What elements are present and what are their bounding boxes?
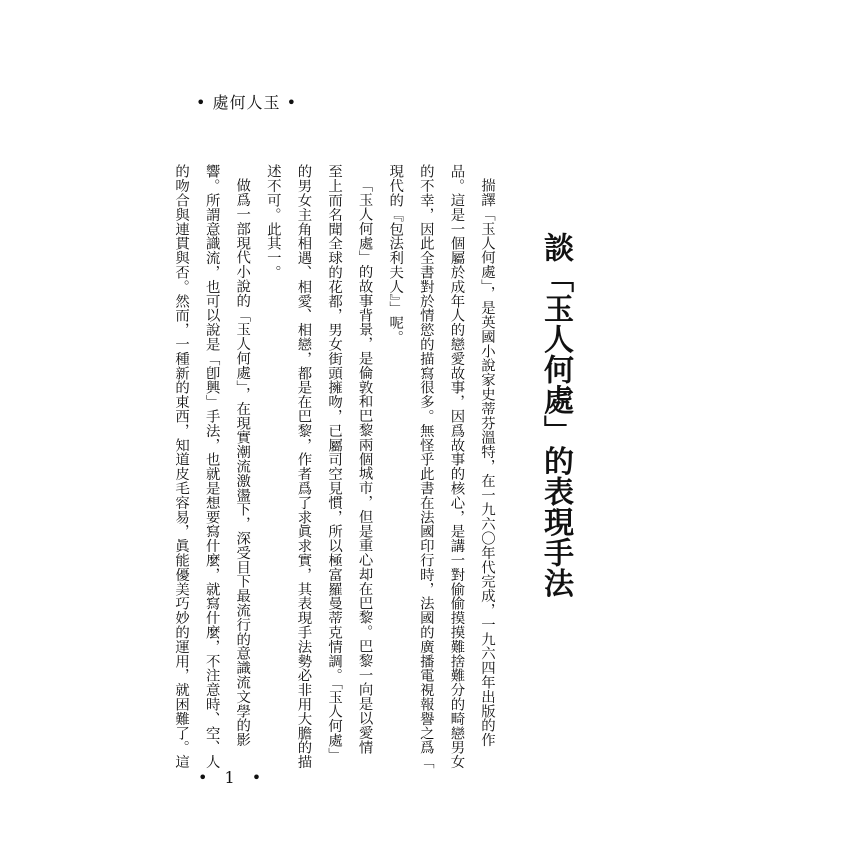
text-line: 揣譯「玉人何處」，是英國小說家史蒂芬溫特，在一九六〇年代完成，一九六四年出版的作 (479, 178, 495, 748)
text-line: 響。所謂意識流，也可以說是「卽興」手法，也就是想要寫什麼，就寫什麼，不注意時、空、人 (203, 164, 220, 769)
chapter-title: 談「玉人何處」的表現手法 (538, 232, 573, 598)
text-line: 「玉人何處」的故事背景，是倫敦和巴黎兩個城市，但是重心却在巴黎。巴黎一向是以愛情 (356, 178, 373, 755)
text-line: 現代的『包法利夫人』」呢。 (387, 164, 404, 344)
text-line: 至上而名聞全球的花都，男女街頭擁吻，已屬司空見慣，所以極富羅曼蒂克情調。「玉人何處」 (326, 164, 343, 762)
text-line: 的不幸，因此全書對於情慾的描寫很多。無怪乎此書在法國印行時，法國的廣播電視報譽之爲「 (417, 164, 434, 769)
text-line: 的男女主角相遇、相愛、相戀，都是在巴黎，作者爲了求眞求實，其表現手法勢必非用大膽的描 (295, 164, 312, 769)
text-line: 的吻合與連貫與否。然而，一種新的東西，知道皮毛容易，眞能優美巧妙的運用，就困難了。這 (173, 164, 190, 769)
text-line: 述不可。此其一。 (264, 164, 281, 280)
page-number: • 1 • (198, 768, 268, 787)
text-line: 品。這是一個屬於成年人的戀愛故事，因爲故事的核心，是講一對偷偷摸摸難捨難分的畸戀男女 (448, 164, 465, 769)
body-text (165, 164, 502, 769)
running-header: • 處何人玉 • (196, 93, 298, 112)
text-line: 做爲一部現代小說的「玉人何處」，在現實潮流激盪下，深受目下最流行的意識流文學的影 (234, 178, 251, 748)
